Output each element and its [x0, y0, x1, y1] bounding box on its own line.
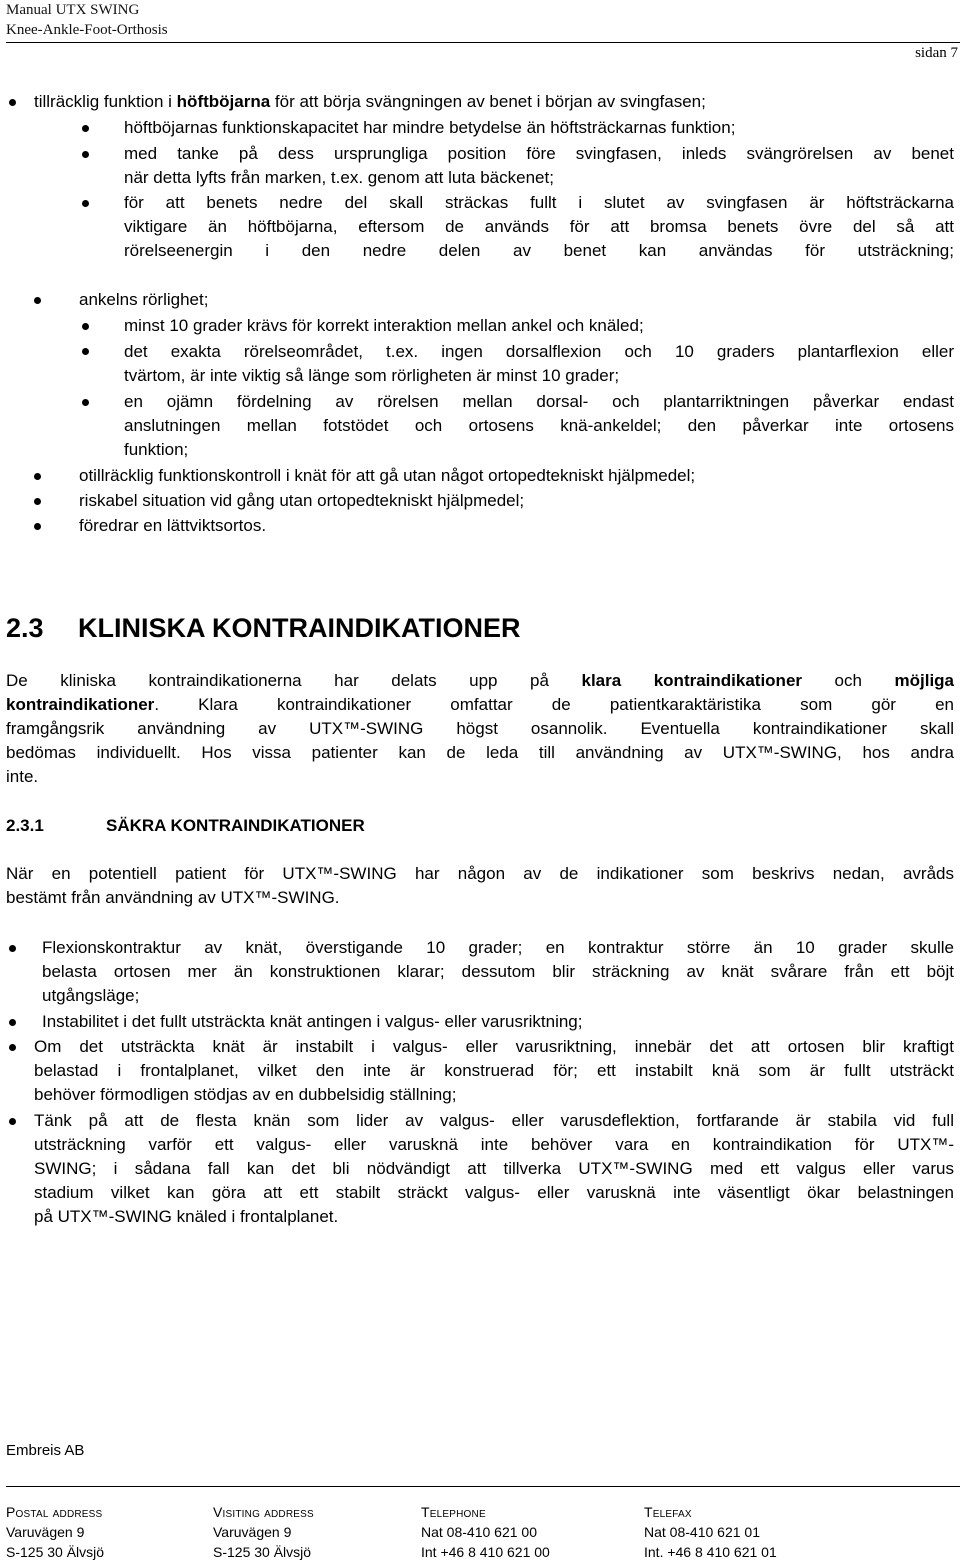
footer-visiting-address	[213, 1502, 314, 1562]
list-item-continuation: stadium vilket kan göra att ett stabilt sträckt valgus- eller varusknä inte väsentligt ökar belastningen	[34, 1183, 954, 1202]
bullet-icon	[34, 297, 41, 304]
list-item: Tänk på att de flesta knän som lider av valgus- eller varusdeflektion, fortfarande är stabila vid full	[34, 1111, 954, 1130]
footer-heading: Telephone	[421, 1504, 486, 1520]
running-header	[6, 0, 168, 40]
bullet-icon	[9, 1019, 16, 1026]
footer-line: Int +46 8 410 621 00	[421, 1544, 550, 1560]
footer-line: Nat 08-410 621 01	[644, 1524, 760, 1540]
list-item: Om det utsträckta knät är instabilt i valgus- eller varusriktning, innebär det att ortosen blir kraftigt	[34, 1037, 954, 1056]
footer-line: Nat 08-410 621 00	[421, 1524, 537, 1540]
subsection-heading: 2.3.1 SÄKRA KONTRAINDIKATIONER	[6, 816, 365, 835]
list-item-continuation: rörelseenergin i den nedre delen av benet kan användas för utsträckning;	[124, 241, 954, 260]
list-item: ankelns rörlighet;	[79, 290, 209, 309]
footer-rule	[6, 1486, 960, 1487]
list-item: för att benets nedre del skall sträckas fullt i slutet av svingfasen är höftsträckarna	[124, 193, 954, 212]
bullet-icon	[82, 151, 89, 158]
footer-postal-address	[6, 1502, 104, 1562]
bullet-icon	[34, 473, 41, 480]
list-item: Instabilitet i det fullt utsträckta knät antingen i valgus- eller varusriktning;	[42, 1012, 583, 1031]
list-item-continuation: funktion;	[124, 440, 189, 459]
list-item-continuation: viktigare än höftböjarna, eftersom de används för att bromsa benets övre del så att	[124, 217, 954, 236]
list-item-continuation: utsträckning varför ett valgus- eller varusknä inte behöver vara en kontraindikation för UTX™-	[34, 1135, 954, 1154]
header-rule	[6, 42, 960, 43]
footer-heading: Postal address	[6, 1504, 103, 1520]
document-subtitle: Knee-Ankle-Foot-Orthosis	[6, 22, 168, 38]
bullet-icon	[82, 200, 89, 207]
bullet-icon	[82, 348, 89, 355]
footer-line: Varuvägen 9	[6, 1524, 85, 1540]
bullet-icon	[9, 945, 16, 952]
list-item-continuation: utgångsläge;	[42, 986, 140, 1005]
bullet-icon	[9, 99, 16, 106]
paragraph-line: När en potentiell patient för UTX™-SWING har någon av de indikationer som beskrivs nedan, avråds	[6, 864, 954, 883]
footer-line: S-125 30 Älvsjö	[6, 1544, 105, 1560]
list-item-continuation: behöver förmodligen stödjas av en dubbelsidig ställning;	[34, 1085, 457, 1104]
bullet-icon	[34, 498, 41, 505]
paragraph-line: bedömas individuellt. Hos vissa patienter kan de leda till användning av UTX™-SWING, hos andra	[6, 743, 954, 762]
footer-line: S-125 30 Älvsjö	[213, 1544, 312, 1560]
bullet-icon	[34, 523, 41, 530]
footer-line: Int. +46 8 410 621 01	[644, 1544, 777, 1560]
list-item: med tanke på dess ursprungliga position före svingfasen, inleds svängrörelsen av benet	[124, 144, 954, 163]
bullet-icon	[82, 323, 89, 330]
paragraph-line: kontraindikationer. Klara kontraindikationer omfattar de patientkaraktäristika som gör en	[6, 695, 954, 714]
list-item: tillräcklig funktion i höftböjarna för att börja svängningen av benet i början av svingfasen;	[34, 92, 706, 111]
bullet-icon	[82, 399, 89, 406]
list-item-continuation: tvärtom, är inte viktig så länge som rörligheten är minst 10 grader;	[124, 366, 620, 385]
list-item: minst 10 grader krävs för korrekt interaktion mellan ankel och knäled;	[124, 316, 644, 335]
list-item: det exakta rörelseområdet, t.ex. ingen dorsalflexion och 10 graders plantarflexion eller	[124, 342, 954, 361]
list-item: otillräcklig funktionskontroll i knät för att gå utan något ortopedtekniskt hjälpmedel;	[79, 466, 696, 485]
list-item: höftböjarnas funktionskapacitet har mindre betydelse än höftsträckarnas funktion;	[124, 118, 736, 137]
document-title: Manual UTX SWING	[6, 2, 140, 18]
section-heading: 2.3 KLINISKA KONTRAINDIKATIONER	[6, 613, 521, 643]
bullet-icon	[9, 1044, 16, 1051]
list-item: Flexionskontraktur av knät, överstigande 10 grader; en kontraktur större än 10 grader skulle	[42, 938, 954, 957]
list-item-continuation: på UTX™-SWING knäled i frontalplanet.	[34, 1207, 339, 1226]
footer-telephone	[421, 1502, 550, 1562]
list-item-continuation: anslutningen mellan fotstödet och ortosens knä-ankeldel; den påverkar inte ortosens	[124, 416, 954, 435]
list-item-continuation: belastad i frontalplanet, vilket den inte är konstruerad för; ett instabilt knä som är fullt utsträckt	[34, 1061, 954, 1080]
paragraph-line: De kliniska kontraindikationerna har delats upp på klara kontraindikationer och möjliga	[6, 671, 955, 690]
footer-heading: Visiting address	[213, 1504, 314, 1520]
paragraph-line: framgångsrik användning av UTX™-SWING högst osannolik. Eventuella kontraindikationer skall	[6, 719, 954, 738]
page-number: sidan 7	[915, 45, 958, 61]
list-item-continuation: när detta lyfts från marken, t.ex. genom att luta bäckenet;	[124, 168, 554, 187]
company-name: Embreis AB	[6, 1442, 85, 1459]
footer-telefax	[644, 1502, 777, 1562]
paragraph-line: bestämt från användning av UTX™-SWING.	[6, 888, 340, 907]
list-item-continuation: belasta ortosen mer än konstruktionen klarar; dessutom blir sträckning av knät svårare från ett böjt	[42, 962, 954, 981]
list-item: föredrar en lättviktsortos.	[79, 516, 267, 535]
list-item: riskabel situation vid gång utan ortopedtekniskt hjälpmedel;	[79, 491, 525, 510]
paragraph-line: inte.	[6, 767, 39, 786]
bullet-icon	[9, 1118, 16, 1125]
bullet-icon	[82, 125, 89, 132]
list-item-continuation: SWING; i sådana fall kan det bli nödvändigt att tillverka UTX™-SWING med ett valgus eller varus	[34, 1159, 954, 1178]
footer-line: Varuvägen 9	[213, 1524, 292, 1540]
footer-heading: Telefax	[644, 1504, 692, 1520]
list-item: en ojämn fördelning av rörelsen mellan dorsal- och plantarriktningen påverkar endast	[124, 392, 954, 411]
